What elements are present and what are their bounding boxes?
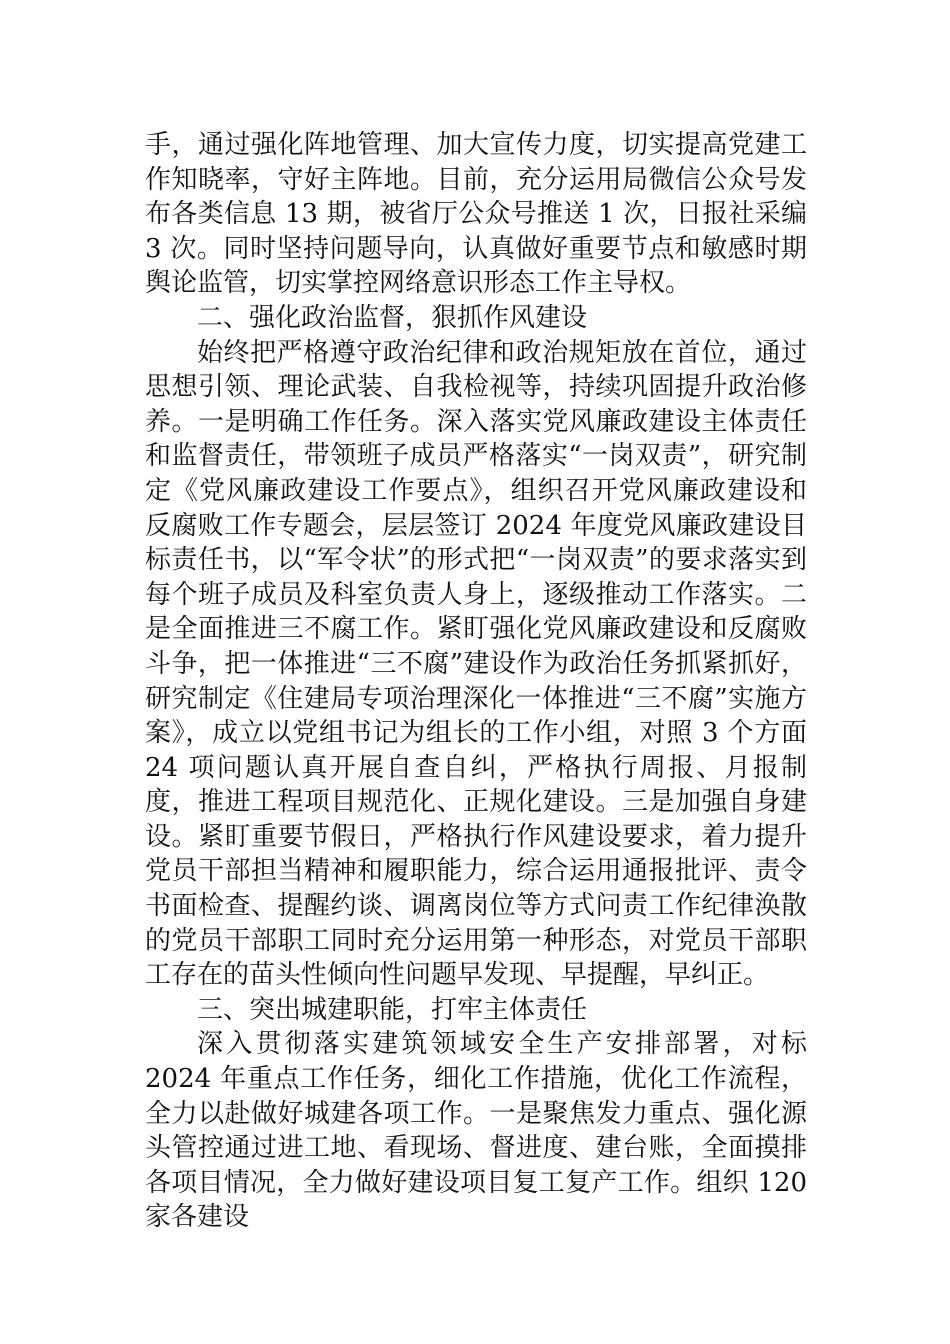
paragraph-political-supervision: 始终把严格遵守政治纪律和政治规矩放在首位，通过思想引领、理论武装、自我检视等，持续巩固提升政治修养。一是明确工作任务。深入落实党风廉政建设主体责任和监督责任，带领班子成员严格落实“一岗双责”，研究制定《党风廉政建设工作要点》，组织召开党风廉政建设和反腐败工作专题会，层层签订 2024 年度党风廉政建设目标责任书，以“军令状”的形式把“一岗双责”的要求落实到每个班子成员及科室负责人身上，逐级推动工作落实。二是全面推进三不腐工作。紧盯强化党风廉政建设和反腐败斗争，把一体推进“三不腐”建设作为政治任务抓紧抓好，研究制定《住建局专项治理深化一体推进“三不腐”实施方案》，成立以党组书记为组长的工作小组，对照 3 个方面 24 项问题认真开展自查自纠，严格执行周报、月报制度，推进工程项目规范化、正规化建设。三是加强自身建设。紧盯重要节假日，严格执行作风建设要求，着力提升党员干部担当精神和履职能力，综合运用通报批评、责令书面检查、提醒约谈、调离岗位等方式问责工作纪律涣散的党员干部职工同时充分运用第一种形态，对党员干部职工存在的苗头性倾向性问题早发现、早提醒，早纠正。 — [145, 337, 807, 991]
section-heading-2: 二、强化政治监督，狠抓作风建设 — [197, 302, 588, 333]
paragraph-continuation: 手，通过强化阵地管理、加大宣传力度，切实提高党建工作知晓率，守好主阵地。目前，充分运用局微信公众号发布各类信息 13 期，被省厅公众号推送 1 次，日报社采编 3 次。同时坚持问题导向，认真做好重要节点和敏感时期舆论监管，切实掌控网络意识形态工作主导权。 — [145, 130, 807, 299]
paragraph-urban-construction: 深入贯彻落实建筑领域安全生产安排部署，对标 2024 年重点工作任务，细化工作措施，优化工作流程，全力以赴做好城建各项工作。一是聚焦发力重点、强化源头管控通过进工地、看现场、督进度、建台账，全面摸排各项目情况，全力做好建设项目复工复产工作。组织 120 家各建设 — [145, 1029, 807, 1233]
document-body — [145, 128, 807, 1235]
section-heading-3: 三、突出城建职能，打牢主体责任 — [197, 994, 588, 1025]
